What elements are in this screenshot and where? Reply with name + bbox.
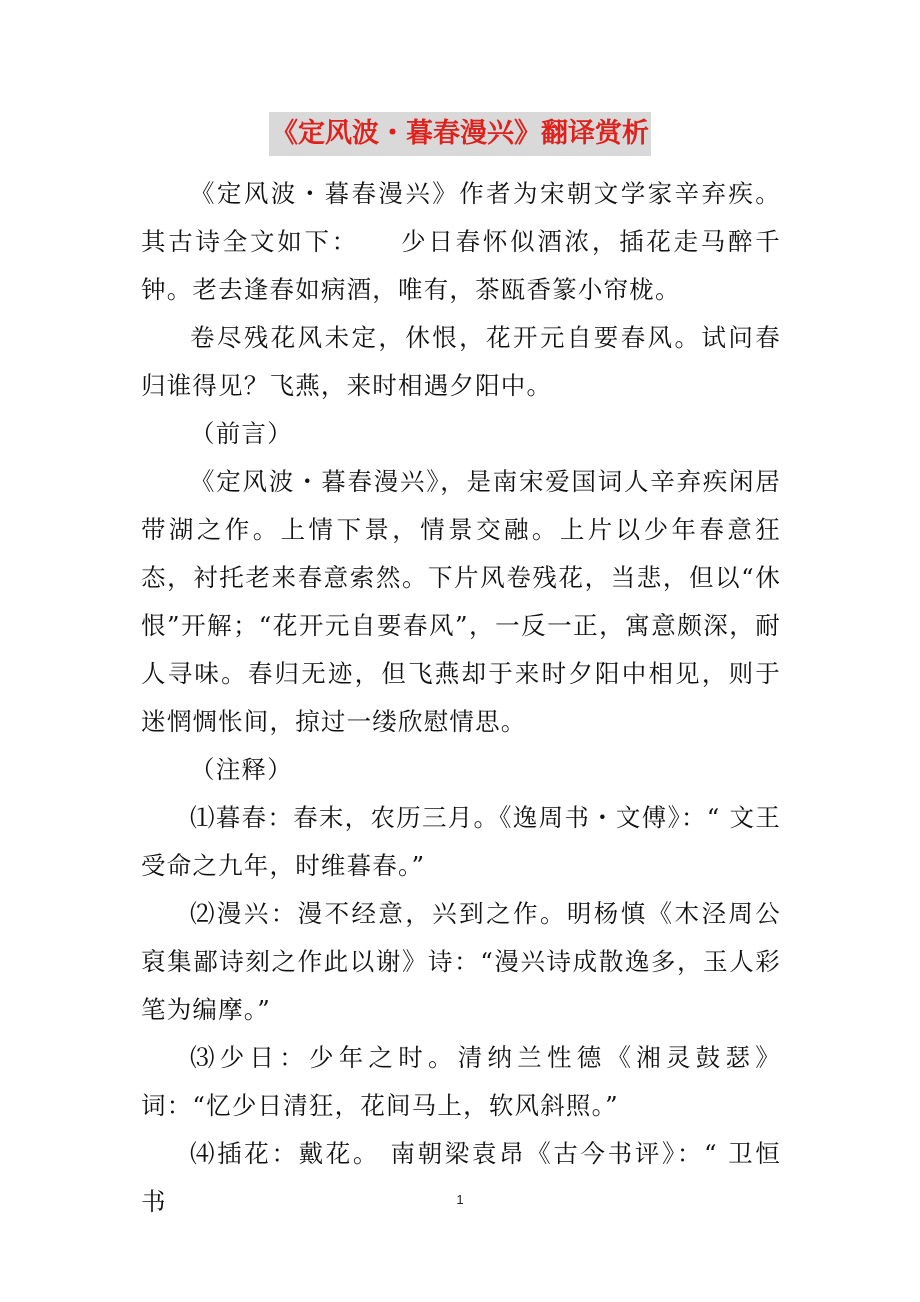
document-title: 《定风波・暮春漫兴》翻译赏析	[269, 112, 651, 156]
paragraph-intro: 《定风波・暮春漫兴》作者为宋朝文学家辛弃疾。其古诗全文如下： 少日春怀似酒浓，插花走马醉千钟。老去逢春如病酒，唯有，茶瓯香篆小帘栊。	[141, 179, 781, 304]
note-4: ⑷插花：戴花。 南朝梁袁昂《古今书评》：“ 卫恒 书	[141, 1139, 781, 1216]
section-heading-notes: （注释）	[190, 755, 293, 784]
note-2: ⑵漫兴：漫不经意，兴到之作。明杨慎《木泾周公裒集鄙诗刻之作此以谢》诗：“漫兴诗成散逸多，玉人彩笔为编摩。”	[141, 899, 781, 1024]
document-body	[141, 170, 781, 1226]
paragraph-poem-second-half: 卷尽残花风未定，休恨，花开元自要春风。试问春归谁得见？飞燕，来时相遇夕阳中。	[141, 323, 781, 400]
paragraph-preface: 《定风波・暮春漫兴》，是南宋爱国词人辛弃疾闲居带湖之作。上情下景，情景交融。上片以少年春意狂态，衬托老来春意索然。下片风卷残花，当悲，但以“休恨”开解；“花开元自要春风”，一反一正，寓意颇深，耐人寻味。春归无迹，但飞燕却于来时夕阳中相见，则于迷惘惆怅间，掠过一缕欣慰情思。	[141, 467, 781, 736]
note-1: ⑴暮春：春末，农历三月。《逸周书・文傅》：“ 文王受命之九年，时维暮春。”	[141, 803, 781, 880]
section-heading-preface: （前言）	[190, 419, 293, 448]
title-container	[0, 112, 920, 156]
note-3: ⑶少日：少年之时。清纳兰性德《湘灵鼓瑟》词：“忆少日清狂，花间马上，软风斜照。”	[141, 1043, 781, 1120]
page-number: 1	[456, 1192, 464, 1207]
